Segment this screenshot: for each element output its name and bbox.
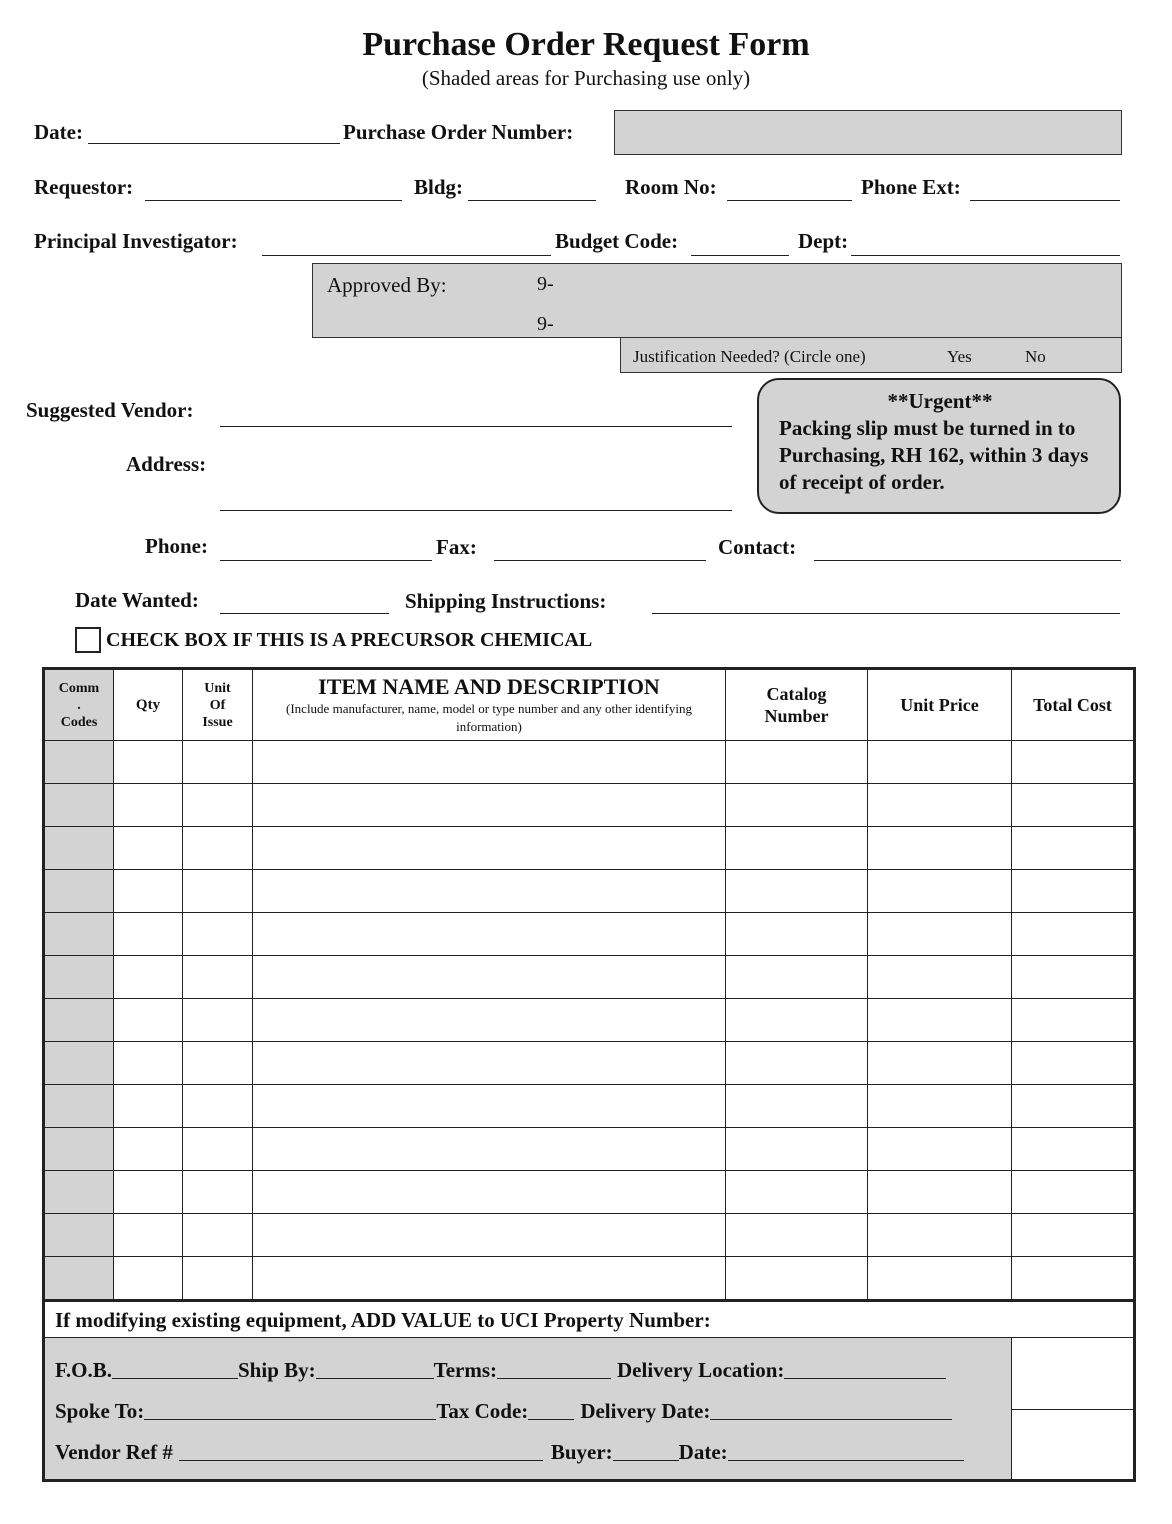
cell-unit-of-issue[interactable] bbox=[183, 1085, 253, 1128]
address-field[interactable] bbox=[220, 510, 732, 511]
cell-unit-price[interactable] bbox=[868, 1214, 1012, 1257]
cell-unit-price[interactable] bbox=[868, 870, 1012, 913]
total-box-1[interactable] bbox=[1012, 1338, 1133, 1410]
cell-unit-price[interactable] bbox=[868, 1171, 1012, 1214]
cell-qty[interactable] bbox=[114, 913, 183, 956]
form-title: Purchase Order Request Form bbox=[362, 26, 810, 63]
cell-catalog-number[interactable] bbox=[726, 1171, 868, 1214]
cell-catalog-number[interactable] bbox=[726, 913, 868, 956]
cell-catalog-number[interactable] bbox=[726, 1042, 868, 1085]
header-comm-codes: Comm . Codes bbox=[44, 669, 114, 741]
cell-total-cost[interactable] bbox=[1012, 1042, 1135, 1085]
cell-item-description[interactable] bbox=[253, 913, 726, 956]
approval-prefix-2: 9- bbox=[537, 313, 554, 335]
approval-prefix-1: 9- bbox=[537, 273, 554, 295]
cell-qty[interactable] bbox=[114, 999, 183, 1042]
cell-unit-price[interactable] bbox=[868, 784, 1012, 827]
cell-unit-of-issue[interactable] bbox=[183, 999, 253, 1042]
cell-total-cost[interactable] bbox=[1012, 1171, 1135, 1214]
cell-total-cost[interactable] bbox=[1012, 1214, 1135, 1257]
bldg-label: Bldg: bbox=[414, 175, 464, 199]
cell-qty[interactable] bbox=[114, 1128, 183, 1171]
po-number-label: Purchase Order Number: bbox=[343, 120, 574, 144]
room-label: Room No: bbox=[625, 175, 717, 199]
header-unit-of-issue: Unit Of Issue bbox=[183, 669, 253, 741]
cell-catalog-number[interactable] bbox=[726, 956, 868, 999]
cell-total-cost[interactable] bbox=[1012, 1128, 1135, 1171]
table-row bbox=[44, 1085, 1135, 1128]
delivery-location-field[interactable] bbox=[784, 1377, 946, 1379]
cell-unit-price[interactable] bbox=[868, 1257, 1012, 1301]
cell-total-cost[interactable] bbox=[1012, 1085, 1135, 1128]
cell-total-cost[interactable] bbox=[1012, 870, 1135, 913]
header-catalog-number: Catalog Number bbox=[726, 669, 868, 741]
cell-catalog-number[interactable] bbox=[726, 1085, 868, 1128]
address-label: Address: bbox=[126, 452, 207, 476]
cell-total-cost[interactable] bbox=[1012, 784, 1135, 827]
cell-item-description[interactable] bbox=[253, 999, 726, 1042]
table-row bbox=[44, 913, 1135, 956]
ship-by-field[interactable] bbox=[316, 1377, 434, 1379]
phone-label: Phone: bbox=[145, 534, 208, 558]
justification-yes[interactable]: Yes bbox=[947, 347, 972, 366]
room-field[interactable] bbox=[727, 200, 852, 201]
cell-item-description[interactable] bbox=[253, 1042, 726, 1085]
approval-box bbox=[312, 263, 1122, 338]
cell-catalog-number[interactable] bbox=[726, 741, 868, 784]
cell-catalog-number[interactable] bbox=[726, 827, 868, 870]
header-total-cost: Total Cost bbox=[1012, 669, 1135, 741]
shipping-field[interactable] bbox=[652, 613, 1120, 614]
header-item-description: ITEM NAME AND DESCRIPTION (Include manufacturer, name, model or type number and any other identifying information) bbox=[253, 669, 726, 741]
phone-ext-field[interactable] bbox=[970, 200, 1120, 201]
dept-field[interactable] bbox=[851, 255, 1120, 256]
cell-comm-codes[interactable] bbox=[44, 913, 114, 956]
cell-qty[interactable] bbox=[114, 1042, 183, 1085]
dept-label: Dept: bbox=[798, 229, 849, 253]
cell-unit-price[interactable] bbox=[868, 827, 1012, 870]
date-wanted-label: Date Wanted: bbox=[75, 588, 199, 612]
date-label: Date: bbox=[34, 120, 83, 144]
cell-total-cost[interactable] bbox=[1012, 999, 1135, 1042]
urgent-title: **Urgent** bbox=[887, 389, 993, 413]
cell-item-description[interactable] bbox=[253, 1171, 726, 1214]
cell-comm-codes[interactable] bbox=[44, 1214, 114, 1257]
cell-unit-price[interactable] bbox=[868, 741, 1012, 784]
cell-unit-of-issue[interactable] bbox=[183, 1257, 253, 1301]
urgent-body: Packing slip must be turned in to Purchasing, RH 162, within 3 days of receipt of order. bbox=[779, 416, 1089, 494]
precursor-checkbox[interactable] bbox=[75, 627, 101, 653]
budget-label: Budget Code: bbox=[555, 229, 679, 253]
cell-unit-of-issue[interactable] bbox=[183, 1128, 253, 1171]
header-qty: Qty bbox=[114, 669, 183, 741]
cell-comm-codes[interactable] bbox=[44, 999, 114, 1042]
table-row bbox=[44, 741, 1135, 784]
cell-qty[interactable] bbox=[114, 1214, 183, 1257]
approved-by-label: Approved By: bbox=[327, 273, 447, 297]
cell-total-cost[interactable] bbox=[1012, 1257, 1135, 1301]
cell-unit-of-issue[interactable] bbox=[183, 741, 253, 784]
form-subtitle: (Shaded areas for Purchasing use only) bbox=[421, 66, 751, 90]
cell-unit-of-issue[interactable] bbox=[183, 784, 253, 827]
cell-item-description[interactable] bbox=[253, 827, 726, 870]
terms-field[interactable] bbox=[497, 1377, 611, 1379]
cell-comm-codes[interactable] bbox=[44, 1171, 114, 1214]
table-row bbox=[44, 870, 1135, 913]
cell-comm-codes[interactable] bbox=[44, 784, 114, 827]
cell-catalog-number[interactable] bbox=[726, 999, 868, 1042]
cell-comm-codes[interactable] bbox=[44, 870, 114, 913]
vendor-ref-field[interactable] bbox=[179, 1459, 543, 1461]
cell-item-description[interactable] bbox=[253, 1128, 726, 1171]
cell-qty[interactable] bbox=[114, 741, 183, 784]
cell-unit-price[interactable] bbox=[868, 1128, 1012, 1171]
cell-comm-codes[interactable] bbox=[44, 1257, 114, 1301]
spoke-to-field[interactable] bbox=[144, 1418, 436, 1420]
cell-unit-of-issue[interactable] bbox=[183, 956, 253, 999]
date-field[interactable] bbox=[88, 143, 340, 144]
cell-qty[interactable] bbox=[114, 956, 183, 999]
fax-label: Fax: bbox=[436, 535, 477, 559]
table-row bbox=[44, 1214, 1135, 1257]
date-wanted-field[interactable] bbox=[220, 613, 389, 614]
cell-unit-of-issue[interactable] bbox=[183, 870, 253, 913]
cell-unit-of-issue[interactable] bbox=[183, 913, 253, 956]
pi-label: Principal Investigator: bbox=[34, 229, 238, 253]
cell-qty[interactable] bbox=[114, 870, 183, 913]
pi-field[interactable] bbox=[262, 255, 551, 256]
cell-comm-codes[interactable] bbox=[44, 956, 114, 999]
contact-field[interactable] bbox=[814, 560, 1121, 561]
table-row bbox=[44, 1042, 1135, 1085]
shipping-label: Shipping Instructions: bbox=[405, 589, 607, 613]
purchasing-fields: F.O.B. Ship By: Terms: Delivery Location: Spoke To: Tax Code: Delivery Date: Vendor Ref # Buyer: Date: bbox=[45, 1338, 1011, 1479]
table-row bbox=[44, 1171, 1135, 1214]
tax-code-field[interactable] bbox=[528, 1418, 574, 1420]
table-row bbox=[44, 1257, 1135, 1301]
cell-total-cost[interactable] bbox=[1012, 827, 1135, 870]
requestor-label: Requestor: bbox=[34, 175, 134, 199]
fax-field[interactable] bbox=[494, 560, 706, 561]
cell-unit-of-issue[interactable] bbox=[183, 1214, 253, 1257]
buyer-field[interactable] bbox=[613, 1459, 679, 1461]
cell-unit-of-issue[interactable] bbox=[183, 1171, 253, 1214]
requestor-field[interactable] bbox=[145, 200, 402, 201]
table-row bbox=[44, 784, 1135, 827]
cell-comm-codes[interactable] bbox=[44, 1085, 114, 1128]
cell-qty[interactable] bbox=[114, 1171, 183, 1214]
table-row bbox=[44, 1128, 1135, 1171]
budget-field[interactable] bbox=[691, 255, 789, 256]
phone-field[interactable] bbox=[220, 560, 432, 561]
cell-unit-price[interactable] bbox=[868, 1042, 1012, 1085]
urgent-notice bbox=[757, 378, 1121, 514]
bldg-field[interactable] bbox=[468, 200, 596, 201]
cell-catalog-number[interactable] bbox=[726, 1257, 868, 1301]
cell-unit-of-issue[interactable] bbox=[183, 827, 253, 870]
vendor-label: Suggested Vendor: bbox=[26, 398, 194, 422]
purchasing-total-boxes bbox=[1011, 1338, 1133, 1479]
cell-unit-price[interactable] bbox=[868, 956, 1012, 999]
cell-qty[interactable] bbox=[114, 1257, 183, 1301]
header-unit-price: Unit Price bbox=[868, 669, 1012, 741]
cell-qty[interactable] bbox=[114, 827, 183, 870]
table-row bbox=[44, 999, 1135, 1042]
cell-item-description[interactable] bbox=[253, 1214, 726, 1257]
table-row bbox=[44, 956, 1135, 999]
cell-item-description[interactable] bbox=[253, 741, 726, 784]
cell-comm-codes[interactable] bbox=[44, 1128, 114, 1171]
cell-unit-price[interactable] bbox=[868, 913, 1012, 956]
cell-catalog-number[interactable] bbox=[726, 784, 868, 827]
contact-label: Contact: bbox=[718, 535, 797, 559]
purchasing-date-field[interactable] bbox=[728, 1459, 964, 1461]
purchasing-section bbox=[42, 1299, 1136, 1482]
cell-total-cost[interactable] bbox=[1012, 913, 1135, 956]
phone-ext-label: Phone Ext: bbox=[861, 175, 961, 199]
items-table bbox=[42, 667, 1136, 1302]
cell-item-description[interactable] bbox=[253, 1085, 726, 1128]
cell-total-cost[interactable] bbox=[1012, 741, 1135, 784]
cell-catalog-number[interactable] bbox=[726, 1214, 868, 1257]
cell-qty[interactable] bbox=[114, 784, 183, 827]
cell-comm-codes[interactable] bbox=[44, 741, 114, 784]
delivery-date-field[interactable] bbox=[710, 1418, 952, 1420]
cell-total-cost[interactable] bbox=[1012, 956, 1135, 999]
po-number-field[interactable] bbox=[614, 110, 1122, 155]
table-row bbox=[44, 827, 1135, 870]
justification-label: Justification Needed? (Circle one) bbox=[633, 347, 866, 366]
property-number-row: If modifying existing equipment, ADD VALUE to UCI Property Number: bbox=[45, 1302, 1133, 1338]
fob-field[interactable] bbox=[112, 1377, 238, 1379]
cell-comm-codes[interactable] bbox=[44, 827, 114, 870]
justification-box bbox=[620, 337, 1122, 373]
cell-comm-codes[interactable] bbox=[44, 1042, 114, 1085]
cell-unit-price[interactable] bbox=[868, 999, 1012, 1042]
cell-item-description[interactable] bbox=[253, 870, 726, 913]
cell-qty[interactable] bbox=[114, 1085, 183, 1128]
cell-catalog-number[interactable] bbox=[726, 1128, 868, 1171]
vendor-field[interactable] bbox=[220, 426, 732, 427]
cell-unit-of-issue[interactable] bbox=[183, 1042, 253, 1085]
cell-catalog-number[interactable] bbox=[726, 870, 868, 913]
precursor-label: CHECK BOX IF THIS IS A PRECURSOR CHEMICAL bbox=[106, 629, 593, 651]
cell-item-description[interactable] bbox=[253, 1257, 726, 1301]
justification-no[interactable]: No bbox=[1025, 347, 1046, 366]
cell-unit-price[interactable] bbox=[868, 1085, 1012, 1128]
cell-item-description[interactable] bbox=[253, 784, 726, 827]
cell-item-description[interactable] bbox=[253, 956, 726, 999]
